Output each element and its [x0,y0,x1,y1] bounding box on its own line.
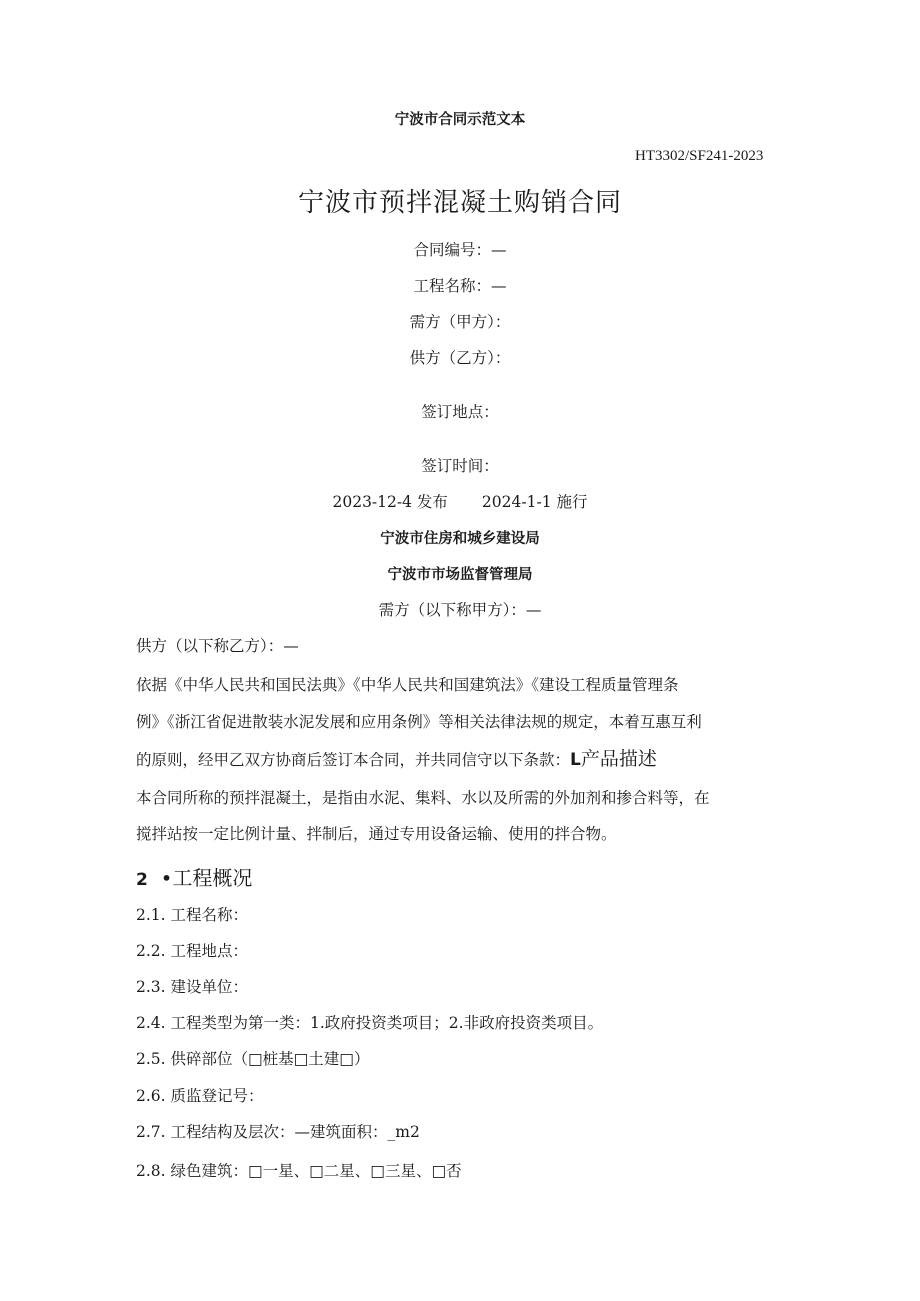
section-2-title: •工程概况 [160,866,253,890]
item-quality-registration: 2.6. 质监登记号： [136,1087,264,1105]
item-structure-area: 2.7. 工程结构及层次：—建筑面积：_m2 [136,1123,420,1141]
section-1-heading [570,748,657,770]
preamble-line-3 [136,749,657,770]
document-title: 宁波市预拌混凝土购销合同 [297,188,622,218]
preamble-line-2: 例》《浙江省促进散装水泥发展和应用条例》等相关法律法规的规定，本着互惠互利 [136,713,702,731]
signing-place: 签订地点： [421,403,499,421]
effective-date: 2024-1-1 施行 [481,493,588,511]
item-project-location: 2.2. 工程地点： [136,942,249,960]
section-2-heading [136,865,252,893]
description-line-1: 本合同所称的预拌混凝土，是指由水泥、集料、水以及所需的外加剂和掺合料等，在 [136,789,710,807]
item-supply-part: 2.5. 供碎部位（□桩基□土建□） [136,1050,370,1068]
contract-number: 合同编号：— [413,241,507,259]
date-line [0,492,920,512]
project-name: 工程名称：— [413,277,507,295]
item-construction-unit: 2.3. 建设单位： [136,978,249,996]
signing-time: 签订时间： [421,457,499,475]
item-project-type: 2.4. 工程类型为第一类：1.政府投资类项目；2.非政府投资类项目。 [136,1014,604,1032]
section-2-number: 2 [136,870,148,890]
standard-code: HT3302/SF241-2023 [635,148,764,164]
description-line-2: 搅拌站按一定比例计量、拌制后，通过专用设备运输、使用的拌合物。 [136,825,617,843]
section-1-title: 产品描述 [580,748,657,770]
item-green-building: 2.8. 绿色建筑：□一星、□二星、□三星、□否 [136,1162,462,1180]
issuer-housing-bureau: 宁波市住房和城乡建设局 [380,531,540,547]
publish-date: 2023-12-4 发布 [332,493,448,511]
supplier-line: 供方（以下称乙方）：— [136,637,299,655]
buyer-party: 需方（甲方）： [409,313,511,331]
section-1-number: L [570,750,581,770]
preamble-line-1: 依据《中华人民共和国民法典》《中华人民共和国建筑法》《建设工程质量管理条 [136,676,679,694]
buyer-line: 需方（以下称甲方）：— [378,601,542,619]
preamble-text: 的原则，经甲乙双方协商后签订本合同，并共同信守以下条款： [136,751,571,769]
supplier-party: 供方（乙方）： [409,349,511,367]
item-project-name: 2.1. 工程名称： [136,906,249,924]
issuer-market-bureau: 宁波市市场监督管理局 [387,567,533,583]
series-label: 宁波市合同示范文本 [394,112,526,128]
